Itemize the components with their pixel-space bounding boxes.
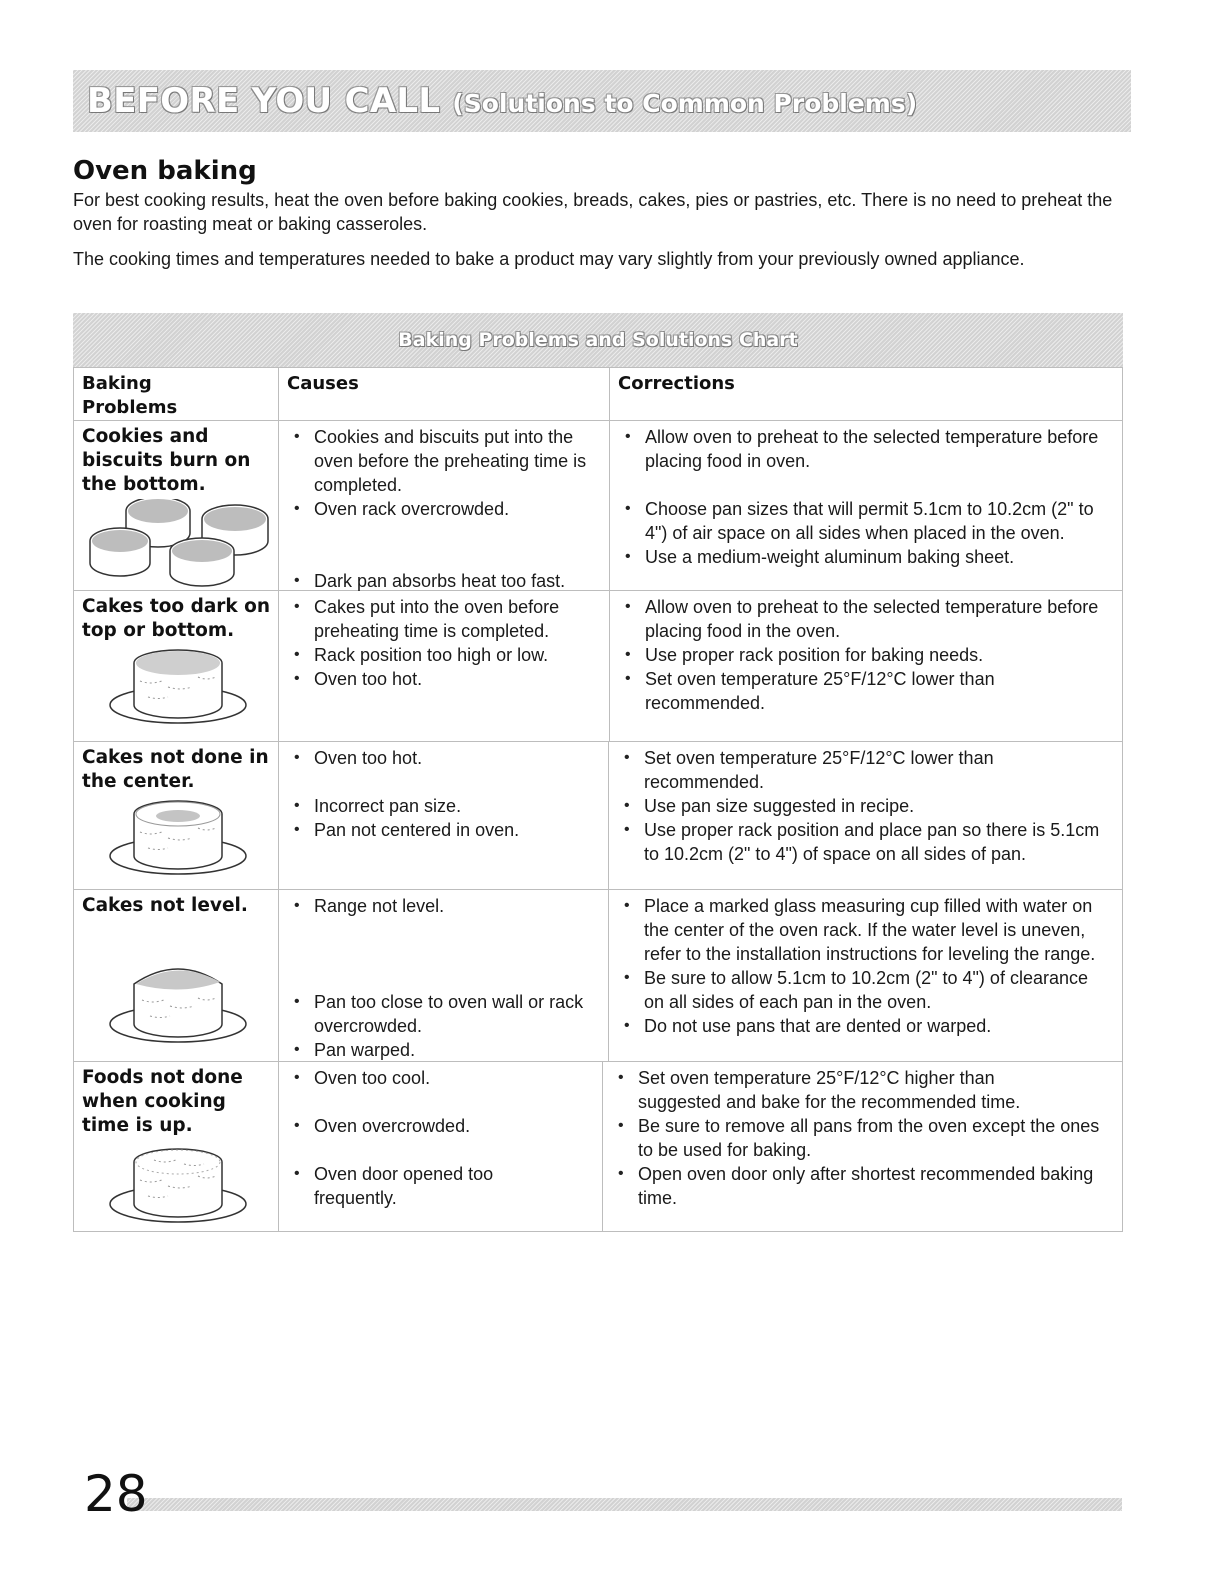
cause-item: • Oven door opened too frequently. (287, 1162, 544, 1210)
table-row (74, 1061, 1122, 1231)
corrections-cell (609, 742, 1122, 889)
header-causes: Causes (287, 373, 359, 394)
corrections-cell (610, 591, 1122, 741)
intro-paragraph: For best cooking results, heat the oven before baking cookies, breads, cakes, pies or pastries, etc. There is no need to preheat the oven for roasting meat or baking casseroles. (73, 190, 1113, 234)
table-row (74, 741, 1122, 889)
causes-cell (279, 1062, 603, 1231)
header-cell (610, 368, 1122, 420)
causes-cell (279, 742, 609, 889)
correction-item: • Allow oven to preheat to the selected temperature before placing food in oven. (618, 425, 1111, 473)
cake-icon (104, 1142, 254, 1226)
cause-item: • Cakes put into the oven before preheating time is completed. (287, 595, 614, 643)
correction-item: • Use proper rack position and place pan so there is 5.1cm to 10.2cm (2" to 4") of space on all sides of pan. (617, 818, 1114, 866)
chart-title-text: Baking Problems and Solutions Chart (398, 329, 798, 351)
causes-cell (279, 890, 609, 1061)
cause-item: • Oven too hot. (287, 667, 605, 691)
correction-item: • Do not use pans that are dented or warped. (617, 1014, 1120, 1038)
cause-item: • Oven too hot. (287, 746, 604, 770)
table-row (74, 420, 1122, 590)
cause-item: • Incorrect pan size. (287, 794, 604, 818)
problem-label: Cakes too dark on top or bottom. (82, 596, 271, 641)
cause-item: • Range not level. (287, 894, 604, 918)
cause-item: • Oven rack overcrowded. (287, 497, 605, 521)
problem-cell (74, 1062, 279, 1231)
problem-cell (74, 421, 279, 590)
cause-item: • Pan warped. (287, 1038, 604, 1062)
corrections-cell (609, 890, 1128, 1061)
cake-icon (104, 647, 254, 727)
tilted-cake-icon (104, 958, 254, 1046)
section-heading: Oven baking (73, 156, 257, 186)
corrections-cell (603, 1062, 1122, 1231)
correction-item: • Set oven temperature 25°F/12°C lower than recommended. (618, 667, 1065, 715)
problems-table (73, 367, 1123, 1232)
footer-bar (127, 1498, 1122, 1511)
table-row (74, 590, 1122, 741)
cake-icon (104, 796, 254, 878)
cause-item: • Dark pan absorbs heat too fast. (287, 569, 605, 593)
causes-cell (279, 591, 610, 741)
problem-label: Cakes not level. (82, 895, 248, 916)
correction-item: • Use pan size suggested in recipe. (617, 794, 1114, 818)
header-corrections: Corrections (618, 373, 735, 394)
correction-item: • Set oven temperature 25°F/12°C higher than suggested and bake for the recommended time. (611, 1066, 1078, 1114)
problem-cell (74, 742, 279, 889)
banner-subtitle: (Solutions to Common Problems) (452, 88, 918, 118)
correction-item: • Be sure to allow 5.1cm to 10.2cm (2" to 4") of clearance on all sides of each pan in the oven. (617, 966, 1094, 1014)
cause-item: • Rack position too high or low. (287, 643, 605, 667)
header-baking-problems: Baking Problems (82, 373, 178, 418)
banner-title: BEFORE YOU CALL (87, 81, 441, 121)
page-number: 28 (84, 1465, 148, 1523)
problem-cell (74, 591, 279, 741)
table-header-row (74, 368, 1122, 420)
header-cell (74, 368, 279, 420)
correction-item: • Place a marked glass measuring cup filled with water on the center of the oven rack. If the water level is uneven, refer to the installation instructions for leveling the range. (617, 894, 1120, 966)
problem-label: Cakes not done in the center. (82, 747, 269, 792)
correction-item: • Use proper rack position for baking needs. (618, 643, 1114, 667)
problem-label: Foods not done when cooking time is up. (82, 1067, 243, 1136)
table-row (74, 889, 1122, 1061)
cause-item: • Cookies and biscuits put into the oven before the preheating time is completed. (287, 425, 614, 497)
chart-title (73, 313, 1123, 367)
cause-item: • Oven overcrowded. (287, 1114, 598, 1138)
correction-item: • Set oven temperature 25°F/12°C lower than recommended. (617, 746, 1064, 794)
correction-item: • Use a medium-weight aluminum baking sheet. (618, 545, 1114, 569)
cause-item: • Pan not centered in oven. (287, 818, 604, 842)
correction-item: • Allow oven to preheat to the selected temperature before placing food in the oven. (618, 595, 1111, 643)
cookie-pans-icon (84, 499, 274, 587)
page-banner (73, 70, 1131, 132)
cause-item: • Pan too close to oven wall or rack overcrowded. (287, 990, 604, 1038)
corrections-cell (610, 421, 1122, 590)
cause-item: • Oven too cool. (287, 1066, 598, 1090)
correction-item: • Open oven door only after shortest recommended baking time. (611, 1162, 1104, 1210)
correction-item: • Choose pan sizes that will permit 5.1cm to 10.2cm (2" to 4") of air space on all sides when placed in the oven. (618, 497, 1111, 545)
correction-item: • Be sure to remove all pans from the oven except the ones to be used for baking. (611, 1114, 1114, 1162)
problem-label: Cookies and biscuits burn on the bottom. (82, 426, 251, 495)
problem-cell (74, 890, 279, 1061)
intro-paragraph: The cooking times and temperatures needed to bake a product may vary slightly from your previously owned appliance. (73, 249, 1025, 269)
header-cell (279, 368, 610, 420)
causes-cell (279, 421, 610, 590)
